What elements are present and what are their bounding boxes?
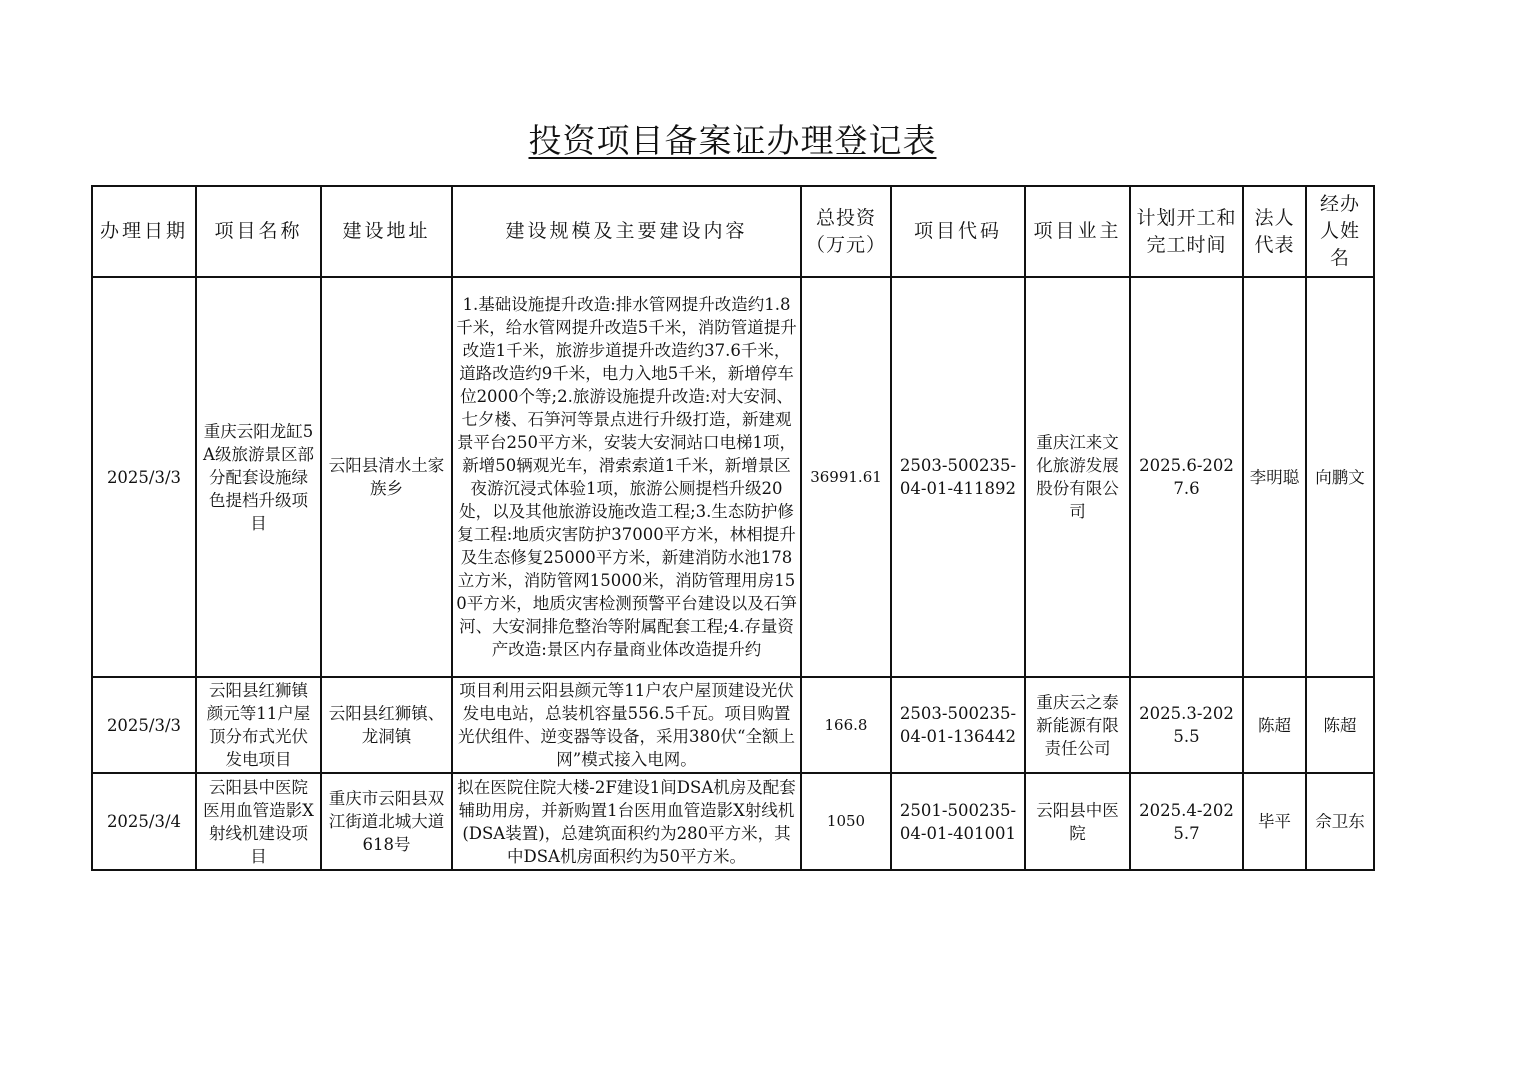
cell-name: 云阳县红狮镇颜元等11户屋顶分布式光伏发电项目	[196, 677, 321, 773]
cell-schedule: 2025.4-2025.7	[1130, 773, 1243, 870]
header-handler: 经办人姓名	[1306, 186, 1374, 277]
header-legal-rep: 法人代表	[1243, 186, 1306, 277]
document-title: 投资项目备案证办理登记表	[528, 121, 937, 160]
cell-investment: 166.8	[801, 677, 891, 773]
cell-address: 云阳县红狮镇、龙洞镇	[321, 677, 452, 773]
cell-scale	[452, 277, 801, 677]
cell-scale: 拟在医院住院大楼-2F建设1间DSA机房及配套辅助用房，并新购置1台医用血管造影X射线机(DSA装置)，总建筑面积约为280平方米，其中DSA机房面积约为50平方米。	[452, 773, 801, 870]
cell-date: 2025/3/3	[92, 677, 196, 773]
table-row	[92, 277, 1374, 677]
cell-date: 2025/3/3	[92, 277, 196, 677]
cell-legal-rep: 李明聪	[1243, 277, 1306, 677]
cell-owner: 云阳县中医院	[1025, 773, 1130, 870]
cell-address: 云阳县清水土家族乡	[321, 277, 452, 677]
header-scale: 建设规模及主要建设内容	[452, 186, 801, 277]
cell-handler: 陈超	[1306, 677, 1374, 773]
header-address: 建设地址	[321, 186, 452, 277]
cell-scale-text: 1.基础设施提升改造:排水管网提升改造约1.8千米，给水管网提升改造5千米，消防管道提升改造1千米，旅游步道提升改造约37.6千米，道路改造约9千米，电力入地5千米，新增停车位2000个等;2.旅游设施提升改造:对大安洞、七夕楼、石笋河等景点进行升级打造，新建观景平台250平方米，安装大安洞站口电梯1项，新增50辆观光车，滑索索道1千米，新增景区夜游沉浸式体验1项，旅游公厕提档升级20处，以及其他旅游设施改造工程;3.生态防护修复工程:地质灾害防护37000平方米，林相提升及生态修复25000平方米，新建消防水池178立方米，消防管网15000米，消防管理用房150平方米，地质灾害检测预警平台建设以及石笋河、大安洞排危整治等附属配套工程;4.存量资产改造:景区内存量商业体改造提升约	[456, 295, 797, 659]
cell-name: 云阳县中医院医用血管造影X射线机建设项目	[196, 773, 321, 870]
header-owner: 项目业主	[1025, 186, 1130, 277]
cell-owner: 重庆江来文化旅游发展股份有限公司	[1025, 277, 1130, 677]
cell-handler: 向鹏文	[1306, 277, 1374, 677]
registration-table	[91, 185, 1375, 871]
cell-schedule: 2025.6-2027.6	[1130, 277, 1243, 677]
cell-owner: 重庆云之泰新能源有限责任公司	[1025, 677, 1130, 773]
header-row	[92, 186, 1374, 277]
cell-code: 2503-500235-04-01-411892	[891, 277, 1025, 677]
header-investment: 总投资（万元）	[801, 186, 891, 277]
cell-schedule: 2025.3-2025.5	[1130, 677, 1243, 773]
header-code: 项目代码	[891, 186, 1025, 277]
table-row	[92, 773, 1374, 870]
cell-handler: 佘卫东	[1306, 773, 1374, 870]
cell-legal-rep: 毕平	[1243, 773, 1306, 870]
table-row	[92, 677, 1374, 773]
cell-scale: 项目利用云阳县颜元等11户农户屋顶建设光伏发电电站，总装机容量556.5千瓦。项目购置光伏组件、逆变器等设备，采用380伏“全额上网”模式接入电网。	[452, 677, 801, 773]
header-date: 办理日期	[92, 186, 196, 277]
cell-code: 2501-500235-04-01-401001	[891, 773, 1025, 870]
header-name: 项目名称	[196, 186, 321, 277]
cell-legal-rep: 陈超	[1243, 677, 1306, 773]
cell-investment: 36991.61	[801, 277, 891, 677]
header-schedule: 计划开工和完工时间	[1130, 186, 1243, 277]
cell-name: 重庆云阳龙缸5A级旅游景区部分配套设施绿色提档升级项目	[196, 277, 321, 677]
cell-address: 重庆市云阳县双江街道北城大道618号	[321, 773, 452, 870]
cell-code: 2503-500235-04-01-136442	[891, 677, 1025, 773]
cell-date: 2025/3/4	[92, 773, 196, 870]
cell-investment: 1050	[801, 773, 891, 870]
